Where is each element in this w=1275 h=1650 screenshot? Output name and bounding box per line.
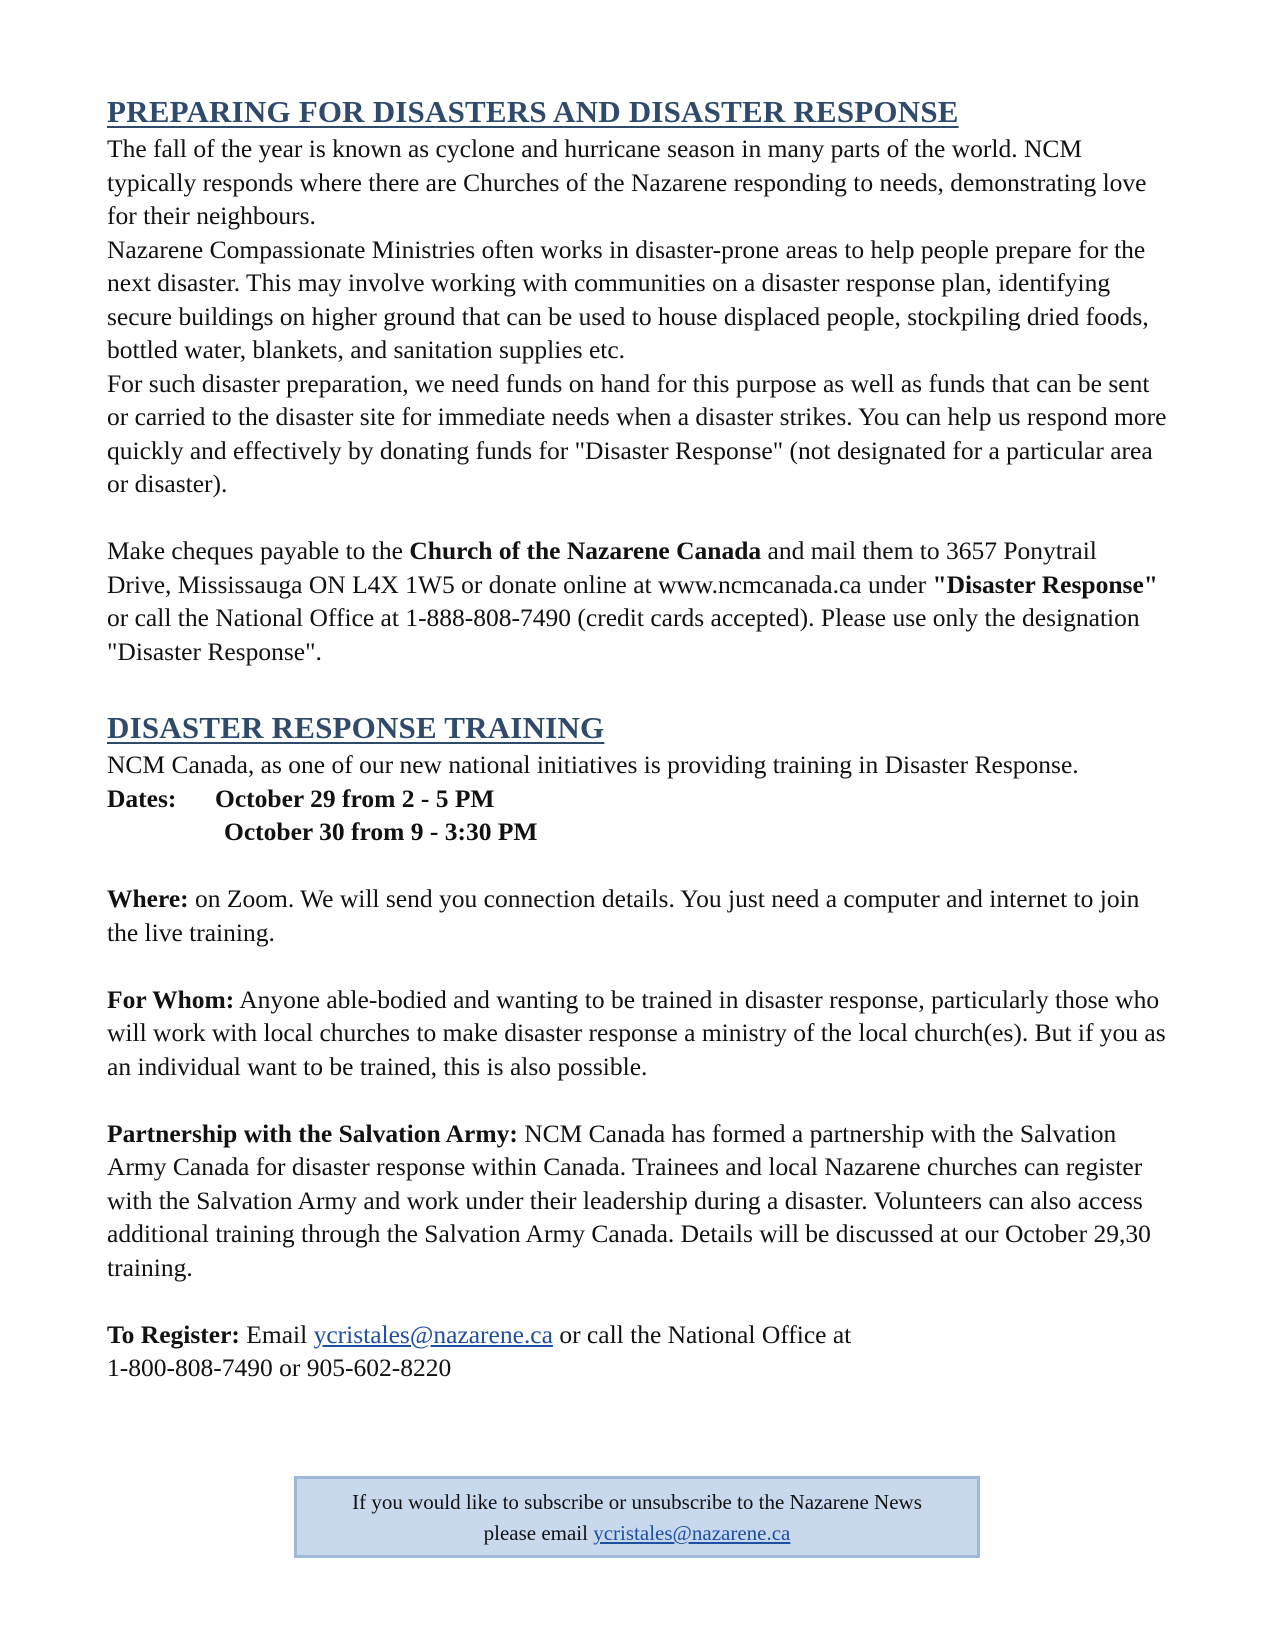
spacer [107, 1284, 1167, 1318]
spacer [107, 668, 1167, 708]
where-text: on Zoom. We will send you connection details. You just need a computer and internet to join the live training. [107, 884, 1140, 947]
register-prefix: Email [239, 1319, 314, 1349]
paragraph-partnership [107, 1117, 1167, 1285]
paragraph-ncm-prepare: Nazarene Compassionate Ministries often works in disaster-prone areas to help people prepare for the next disaster. This may involve working with communities on a disaster response plan, identifying secure buildings on higher ground that can be used to house displaced people, stockpiling dried foods, bottled water, blankets, and sanitation supplies etc. [107, 234, 1149, 364]
partner-text: NCM Canada has formed a partnership with the Salvation Army Canada for disaster response within Canada. Trainees and local Nazarene churches can register with the Salvation Army and work under their leadership during a disaster. Volunteers can also access additional training through the Salvation Army Canada. Details will be discussed at our October 29,30 training. [107, 1118, 1151, 1282]
designation-name: "Disaster Response" [932, 569, 1158, 599]
subscribe-line-2 [297, 1518, 977, 1549]
section-heading-preparing: PREPARING FOR DISASTERS AND DISASTER RESPONSE [107, 94, 959, 129]
spacer [107, 949, 1167, 983]
register-mid: or call the National Office at [552, 1319, 852, 1349]
section-heading-training: DISASTER RESPONSE TRAINING [107, 710, 605, 745]
subscribe-email-link[interactable]: ycristales@nazarene.ca [593, 1521, 791, 1545]
date-line-1: October 29 from 2 - 5 PM [215, 783, 495, 813]
donate-prefix: Make cheques payable to the [107, 536, 410, 565]
paragraph-register [107, 1318, 1167, 1352]
spacer [107, 1083, 1167, 1117]
dates-block [107, 782, 1167, 849]
subscribe-prefix: please email [483, 1521, 594, 1545]
date-line-2: October 30 from 9 - 3:30 PM [224, 817, 538, 846]
whom-label: For Whom: [107, 984, 235, 1014]
dates-label: Dates: [107, 783, 177, 813]
dates-values [215, 782, 537, 849]
whom-text: Anyone able-bodied and wanting to be trained in disaster response, particularly those who will work with local churches to make disaster response a ministry of the local church(es). But if you as an individual want to be trained, this is also possible. [107, 984, 1166, 1081]
partner-label: Partnership with the Salvation Army: [107, 1118, 518, 1148]
spacer [107, 849, 1167, 883]
payee-name: Church of the Nazarene Canada [409, 536, 762, 565]
donate-suffix: or call the National Office at 1-888-808-7490 (credit cards accepted). Please use only the designation "Disaster Response". [107, 603, 1140, 666]
paragraph-season: The fall of the year is known as cyclone and hurricane season in many parts of the world. NCM typically responds where there are Churches of the Nazarene responding to needs, demonstrating love for their neighbours. [107, 134, 1147, 230]
page-content [107, 92, 1167, 1385]
register-label: To Register: [107, 1319, 240, 1349]
donate-mid: and mail them to 3657 Ponytrail Drive, Mississauga ON L4X 1W5 or donate online at www.ncmcanada.ca under [107, 536, 1097, 599]
register-phones: 1-800-808-7490 or 905-602-8220 [107, 1353, 452, 1382]
spacer [107, 501, 1167, 535]
paragraph-for-whom [107, 983, 1167, 1084]
paragraph-training-intro: NCM Canada, as one of our new national initiatives is providing training in Disaster Response. [107, 750, 1079, 779]
paragraph-funds: For such disaster preparation, we need funds on hand for this purpose as well as funds that can be sent or carried to the disaster site for immediate needs when a disaster strikes. You can help us respond more quickly and effectively by donating funds for "Disaster Response" (not designated for a particular area or disaster). [107, 368, 1167, 498]
paragraph-donate [107, 534, 1167, 668]
register-email-link[interactable]: ycristales@nazarene.ca [313, 1319, 553, 1349]
subscribe-line-1: If you would like to subscribe or unsubscribe to the Nazarene News [352, 1490, 922, 1514]
paragraph-where [107, 882, 1167, 949]
where-label: Where: [107, 884, 189, 913]
subscribe-notice-box [294, 1476, 980, 1558]
